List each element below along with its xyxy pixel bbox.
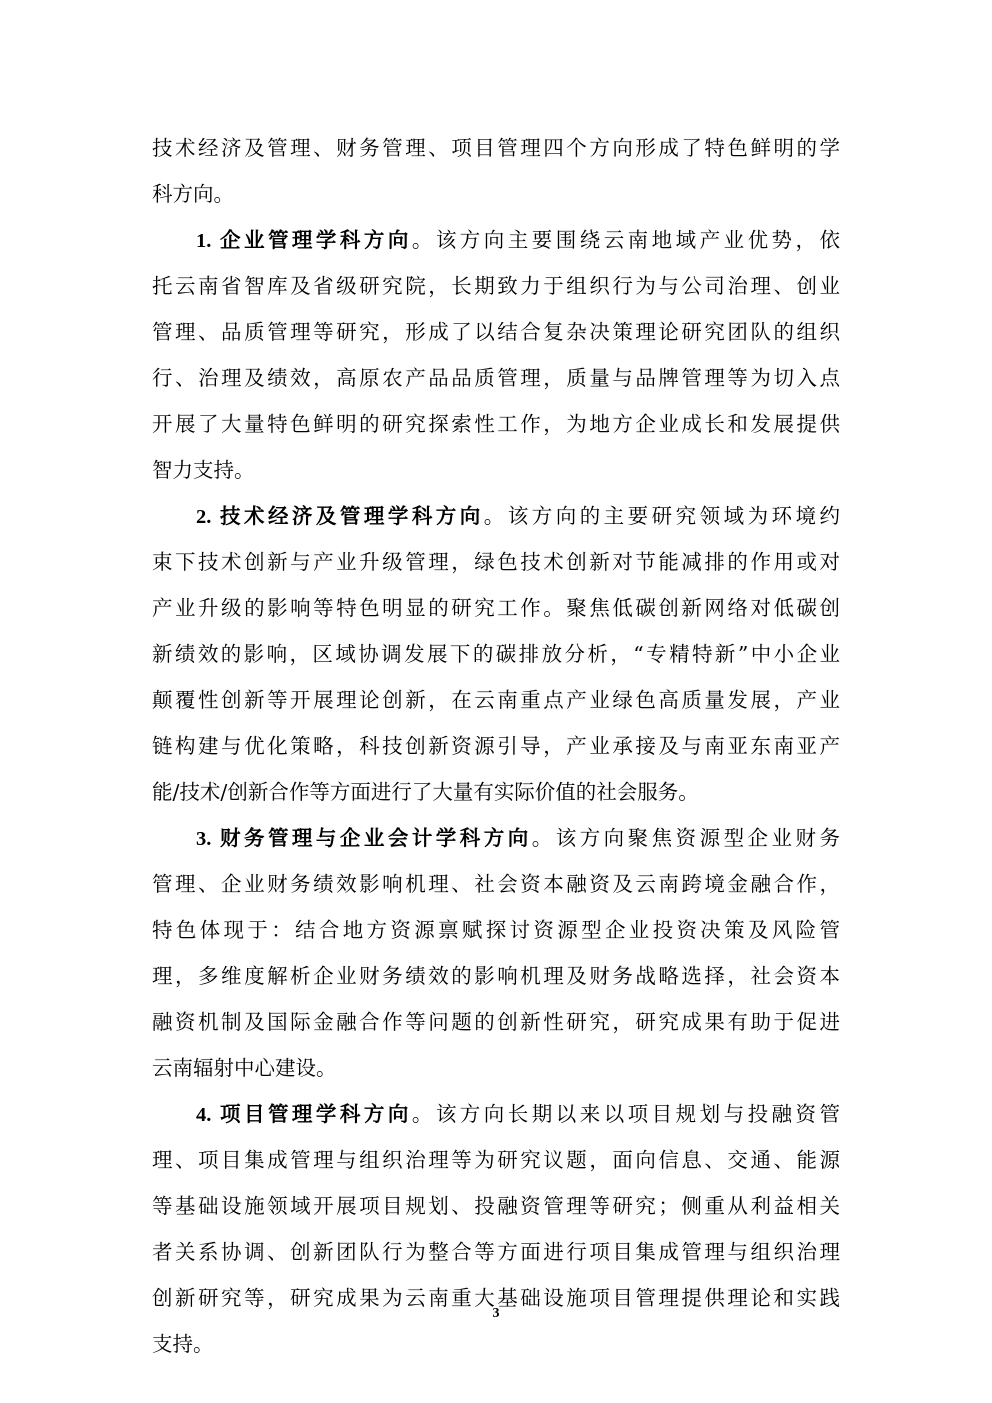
text-line: 理、项目集成管理与组织治理等为研究议题，面向信息、交通、能源 <box>152 1148 840 1172</box>
text-line: 等基础设施领域开展项目规划、投融资管理等研究；侧重从利益相关 <box>152 1194 840 1218</box>
text-line: 管理、品质管理等研究，形成了以结合复杂决策理论研究团队的组织 <box>152 320 840 344</box>
text-line: 新绩效的影响，区域协调发展下的碳排放分析，“专精特新”中小企业 <box>152 642 840 666</box>
section-enterprise-management <box>152 217 840 493</box>
text-line: 链构建与优化策略，科技创新资源引导，产业承接及与南亚东南亚产 <box>152 734 840 758</box>
section-first-line <box>152 1091 840 1137</box>
page-number: 3 <box>492 1306 500 1321</box>
section-project-management <box>152 1091 840 1367</box>
section-text: 。该方向聚焦资源型企业财务 <box>531 826 840 850</box>
section-text: 。该方向的主要研究领域为环境约 <box>483 504 840 528</box>
section-first-line <box>152 815 840 861</box>
text-line: 科方向。 <box>152 182 234 206</box>
section-heading: 财务管理与企业会计学科方向 <box>219 826 532 850</box>
text-line: 特色体现于：结合地方资源禀赋探讨资源型企业投资决策及风险管 <box>152 918 840 942</box>
section-number: 2. <box>196 506 220 528</box>
text-line: 束下技术创新与产业升级管理，绿色技术创新对节能减排的作用或对 <box>152 550 840 574</box>
text-line: 托云南省智库及省级研究院，长期致力于组织行为与公司治理、创业 <box>152 274 840 298</box>
text-line: 云南辐射中心建设。 <box>152 1056 337 1080</box>
text-line: 颠覆性创新等开展理论创新，在云南重点产业绿色高质量发展，产业 <box>152 688 840 712</box>
document-body <box>152 125 840 1367</box>
text-line: 智力支持。 <box>152 458 255 482</box>
section-first-line <box>152 493 840 539</box>
section-financial-management <box>152 815 840 1091</box>
section-heading: 技术经济及管理学科方向 <box>219 504 484 528</box>
text-line: 产业升级的影响等特色明显的研究工作。聚焦低碳创新网络对低碳创 <box>152 596 840 620</box>
text-line: 支持。 <box>152 1332 214 1356</box>
text-line: 理，多维度解析企业财务绩效的影响机理及财务战略选择，社会资本 <box>152 964 840 988</box>
text-line: 管理、企业财务绩效影响机理、社会资本融资及云南跨境金融合作， <box>152 872 840 896</box>
section-number: 1. <box>196 230 220 252</box>
text-line: 融资机制及国际金融合作等问题的创新性研究，研究成果有助于促进 <box>152 1010 840 1034</box>
section-text: 。该方向长期以来以项目规划与投融资管 <box>411 1102 840 1126</box>
section-number: 3. <box>196 828 220 850</box>
text-line: 技术经济及管理、财务管理、项目管理四个方向形成了特色鲜明的学 <box>152 136 840 160</box>
section-first-line <box>152 217 840 263</box>
text-line: 能/技术/创新合作等方面进行了大量有实际价值的社会服务。 <box>152 780 699 804</box>
text-line: 行、治理及绩效，高原农产品品质管理，质量与品牌管理等为切入点 <box>152 366 840 390</box>
section-text: 。该方向主要围绕云南地域产业优势，依 <box>411 228 840 252</box>
text-line: 开展了大量特色鲜明的研究探索性工作，为地方企业成长和发展提供 <box>152 412 840 436</box>
section-technical-economics <box>152 493 840 815</box>
section-heading: 企业管理学科方向 <box>219 228 412 252</box>
section-number: 4. <box>196 1104 220 1126</box>
intro-paragraph <box>152 125 840 217</box>
section-heading: 项目管理学科方向 <box>219 1102 412 1126</box>
text-line: 者关系协调、创新团队行为整合等方面进行项目集成管理与组织治理 <box>152 1240 840 1264</box>
text-line: 创新研究等，研究成果为云南重大基础设施项目管理提供理论和实践 <box>152 1286 840 1310</box>
